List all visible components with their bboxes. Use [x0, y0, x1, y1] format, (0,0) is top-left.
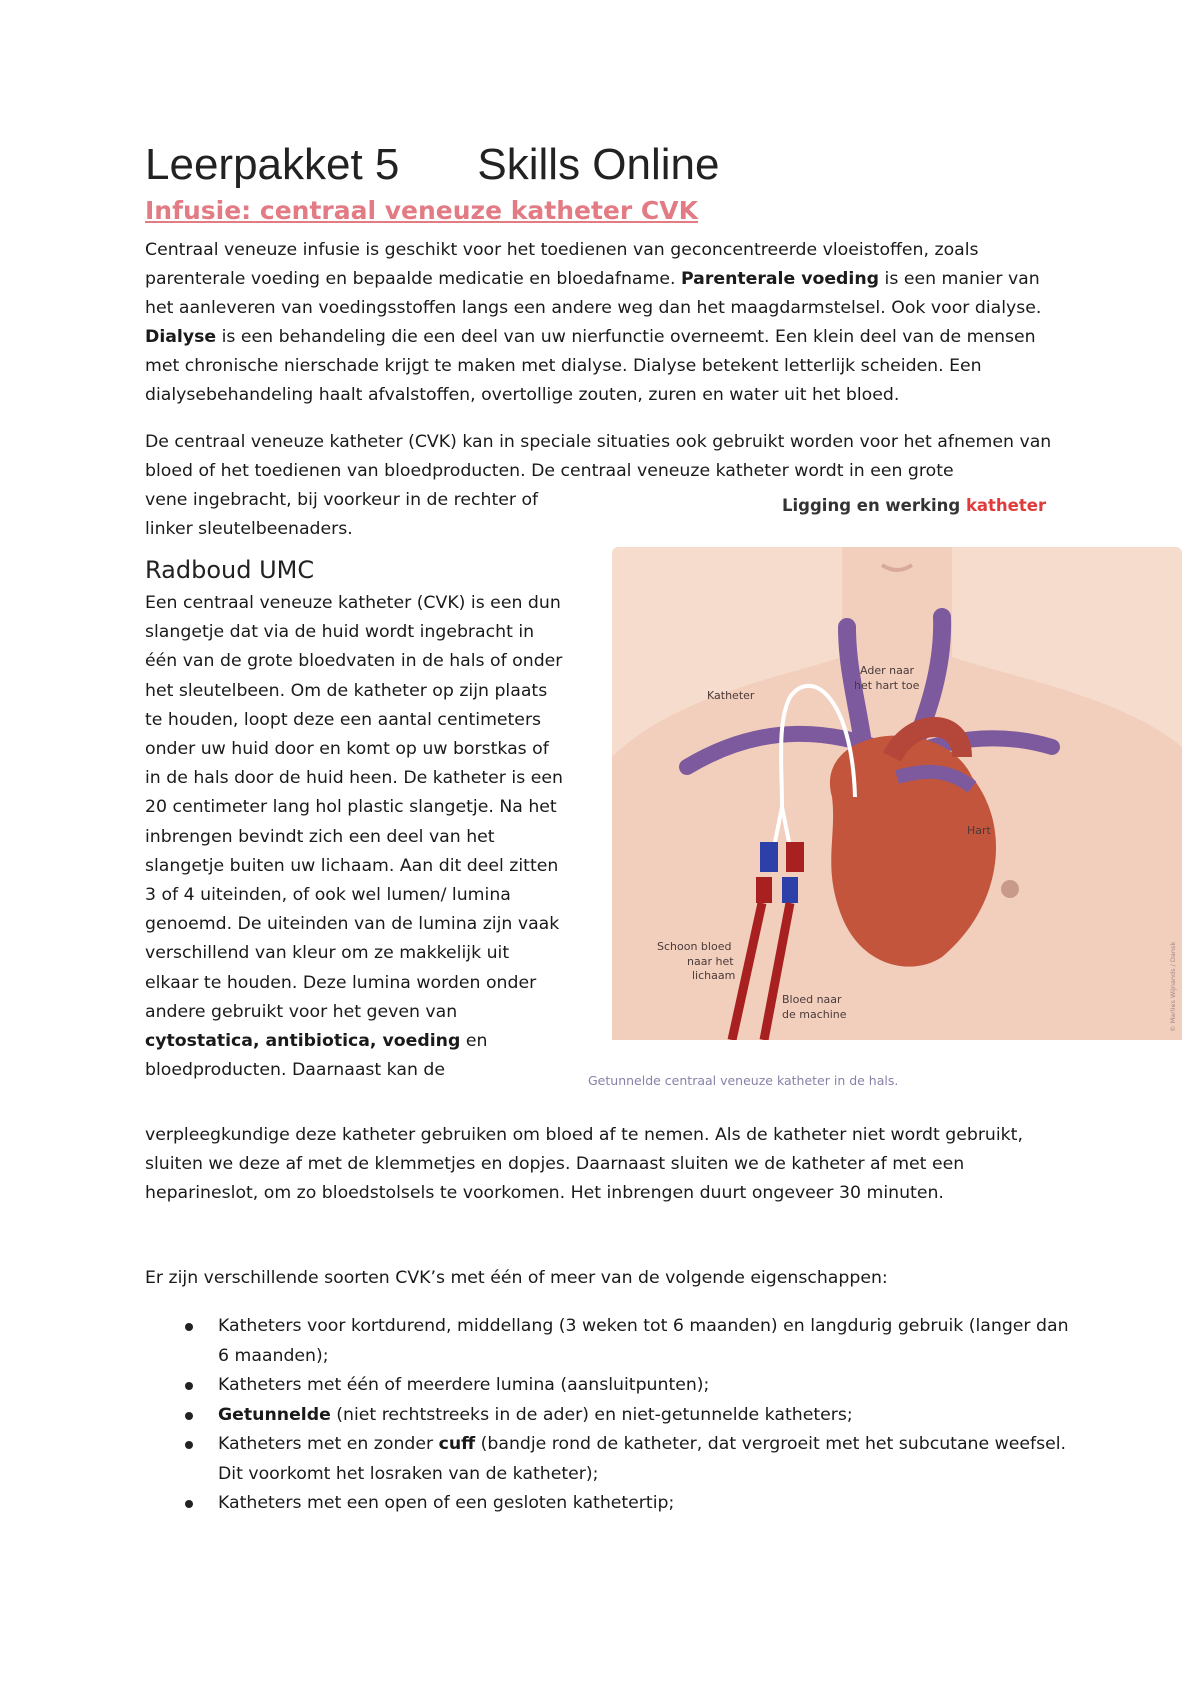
- label-schoon-1: Schoon bloed: [657, 940, 732, 953]
- types-list: [145, 1312, 1075, 1519]
- list-item: Katheters met en zonder cuff (bandje rond de katheter, dat vergroeit met het subcutane weefsel. Dit voorkomt het losraken van de katheter);: [145, 1430, 1075, 1489]
- title-right: Skills Online: [477, 140, 720, 189]
- list-item: Katheters met één of meerdere lumina (aansluitpunten);: [145, 1371, 1075, 1401]
- label-bloed-2: de machine: [782, 1008, 847, 1021]
- label-hart: Hart: [967, 824, 991, 837]
- document-title: [145, 140, 720, 190]
- radboud-paragraph: Een centraal veneuze katheter (CVK) is een dun slangetje dat via de huid wordt ingebracht in één van de grote bloedvaten in de hals of onder het sleutelbeen. Om de katheter op zijn plaats te houden, loopt deze een aantal centimeters onder uw huid door en komt op uw borstkas of in de hals door de huid heen. De katheter is een 20 centimeter lang hol plastic slangetje. Na het inbrengen bevindt zich een deel van het slangetje buiten uw lichaam. Aan dit deel zitten 3 of 4 uiteinden, of ook wel lumen/ lumina genoemd. De uiteinden van de lumina zijn vaak verschillend van kleur om ze makkelijk uit elkaar te houden. Deze lumina worden onder andere gebruikt voor het geven van cytostatica, antibiotica, voeding en bloedproducten. Daarnaast kan de: [145, 593, 563, 1081]
- label-ader-1: Ader naar: [860, 664, 915, 677]
- intro-paragraph: Centraal veneuze infusie is geschikt voor het toedienen van geconcentreerde vloeistoffen, zoals parenterale voeding en bepaalde medicatie en bloedafname. Parenterale voeding is een manier van het aanleveren van voedingsstoffen langs een andere weg dan het maagdarmstelsel. Ook voor dialyse. Dialyse is een behandeling die een deel van uw nierfunctie overneemt. Een klein deel van de mensen met chronische nierschade krijgt te maken met dialyse. Dialyse betekent letterlijk scheiden. Een dialysebehandeling haalt afvalstoffen, overtollige zouten, zuren en water uit het bloed.: [145, 240, 1042, 405]
- label-schoon-3: lichaam: [692, 969, 736, 982]
- label-ader-2: het hart toe: [854, 679, 920, 692]
- red-clamp: [786, 842, 804, 872]
- label-katheter: Katheter: [707, 689, 755, 702]
- figure-caption: Getunnelde centraal veneuze katheter in de hals.: [588, 1073, 899, 1088]
- cvk-paragraph-continued: vene ingebracht, bij voorkeur in de rechter of linker sleutelbeenaders.: [145, 490, 539, 539]
- label-bloed-1: Bloed naar: [782, 993, 842, 1006]
- bullet-icon: [185, 1412, 193, 1420]
- radboud-paragraph-continued: verpleegkundige deze katheter gebruiken om bloed af te nemen. Als de katheter niet wordt gebruikt, sluiten we deze af met de klemmetjes en dopjes. Daarnaast sluiten we de katheter af met een heparineslot, om zo bloedstolsels te voorkomen. Het inbrengen duurt ongeveer 30 minuten.: [145, 1125, 1023, 1203]
- red-cap: [756, 877, 772, 903]
- nipple-shape: [1001, 880, 1019, 898]
- list-item: Katheters voor kortdurend, middellang (3 weken tot 6 maanden) en langdurig gebruik (langer dan 6 maanden);: [145, 1312, 1075, 1371]
- list-item: Katheters met een open of een gesloten kathetertip;: [145, 1489, 1075, 1519]
- title-left: Leerpakket 5: [145, 140, 400, 189]
- blue-clamp: [760, 842, 778, 872]
- section-heading: Radboud UMC: [145, 556, 315, 584]
- list-item: Getunnelde (niet rechtstreeks in de ader) en niet-getunnelde katheters;: [145, 1401, 1075, 1431]
- cvk-paragraph: De centraal veneuze katheter (CVK) kan in speciale situaties ook gebruikt worden voor het afnemen van bloed of het toedienen van bloedproducten. De centraal veneuze katheter wordt in een grote: [145, 432, 1052, 481]
- bullet-icon: [185, 1382, 193, 1390]
- bullet-icon: [185, 1441, 193, 1449]
- label-schoon-2: naar het: [687, 955, 734, 968]
- figure-title: Ligging en werking katheter: [782, 496, 1047, 515]
- blue-cap: [782, 877, 798, 903]
- subtitle: Infusie: centraal veneuze katheter CVK: [145, 196, 698, 225]
- bullet-icon: [185, 1323, 193, 1331]
- catheter-illustration: [612, 547, 1182, 1040]
- figure-credit: © Marlies Wijnands / Dansk: [1169, 941, 1177, 1032]
- types-intro: Er zijn verschillende soorten CVK’s met één of meer van de volgende eigenschappen:: [145, 1268, 888, 1288]
- bullet-icon: [185, 1500, 193, 1508]
